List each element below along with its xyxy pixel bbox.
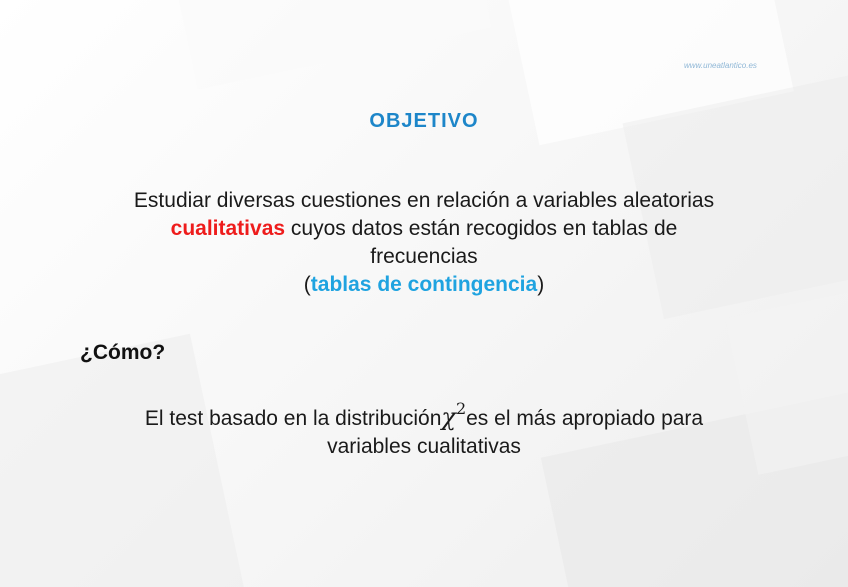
paren-close: ) bbox=[537, 273, 545, 296]
objective-paragraph bbox=[74, 187, 774, 299]
question-heading: ¿Cómo? bbox=[80, 341, 166, 364]
highlight-cualitativas: cualitativas bbox=[170, 217, 286, 240]
paren-open: ( bbox=[303, 273, 311, 296]
answer-text-before: El test basado en la distribución bbox=[144, 407, 442, 430]
paragraph-line-3: frecuencias bbox=[370, 245, 478, 268]
website-url: www.uneatlantico.es bbox=[684, 61, 757, 70]
answer-line-2: variables cualitativas bbox=[327, 435, 521, 458]
answer-paragraph bbox=[74, 397, 774, 461]
answer-text-after: es el más apropiado para bbox=[466, 407, 704, 430]
chi-exponent: 2 bbox=[455, 399, 467, 418]
background-facet bbox=[169, 0, 492, 90]
chi-symbol: χ bbox=[441, 403, 456, 431]
chi-squared-symbol bbox=[441, 399, 467, 431]
paragraph-line-1: Estudiar diversas cuestiones en relación a variables aleatorias bbox=[133, 189, 715, 212]
highlight-tablas-de-contingencia: tablas de contingencia bbox=[310, 273, 538, 296]
slide-title: OBJETIVO bbox=[369, 110, 479, 132]
paragraph-line-2: cuyos datos están recogidos en tablas de bbox=[285, 217, 678, 240]
